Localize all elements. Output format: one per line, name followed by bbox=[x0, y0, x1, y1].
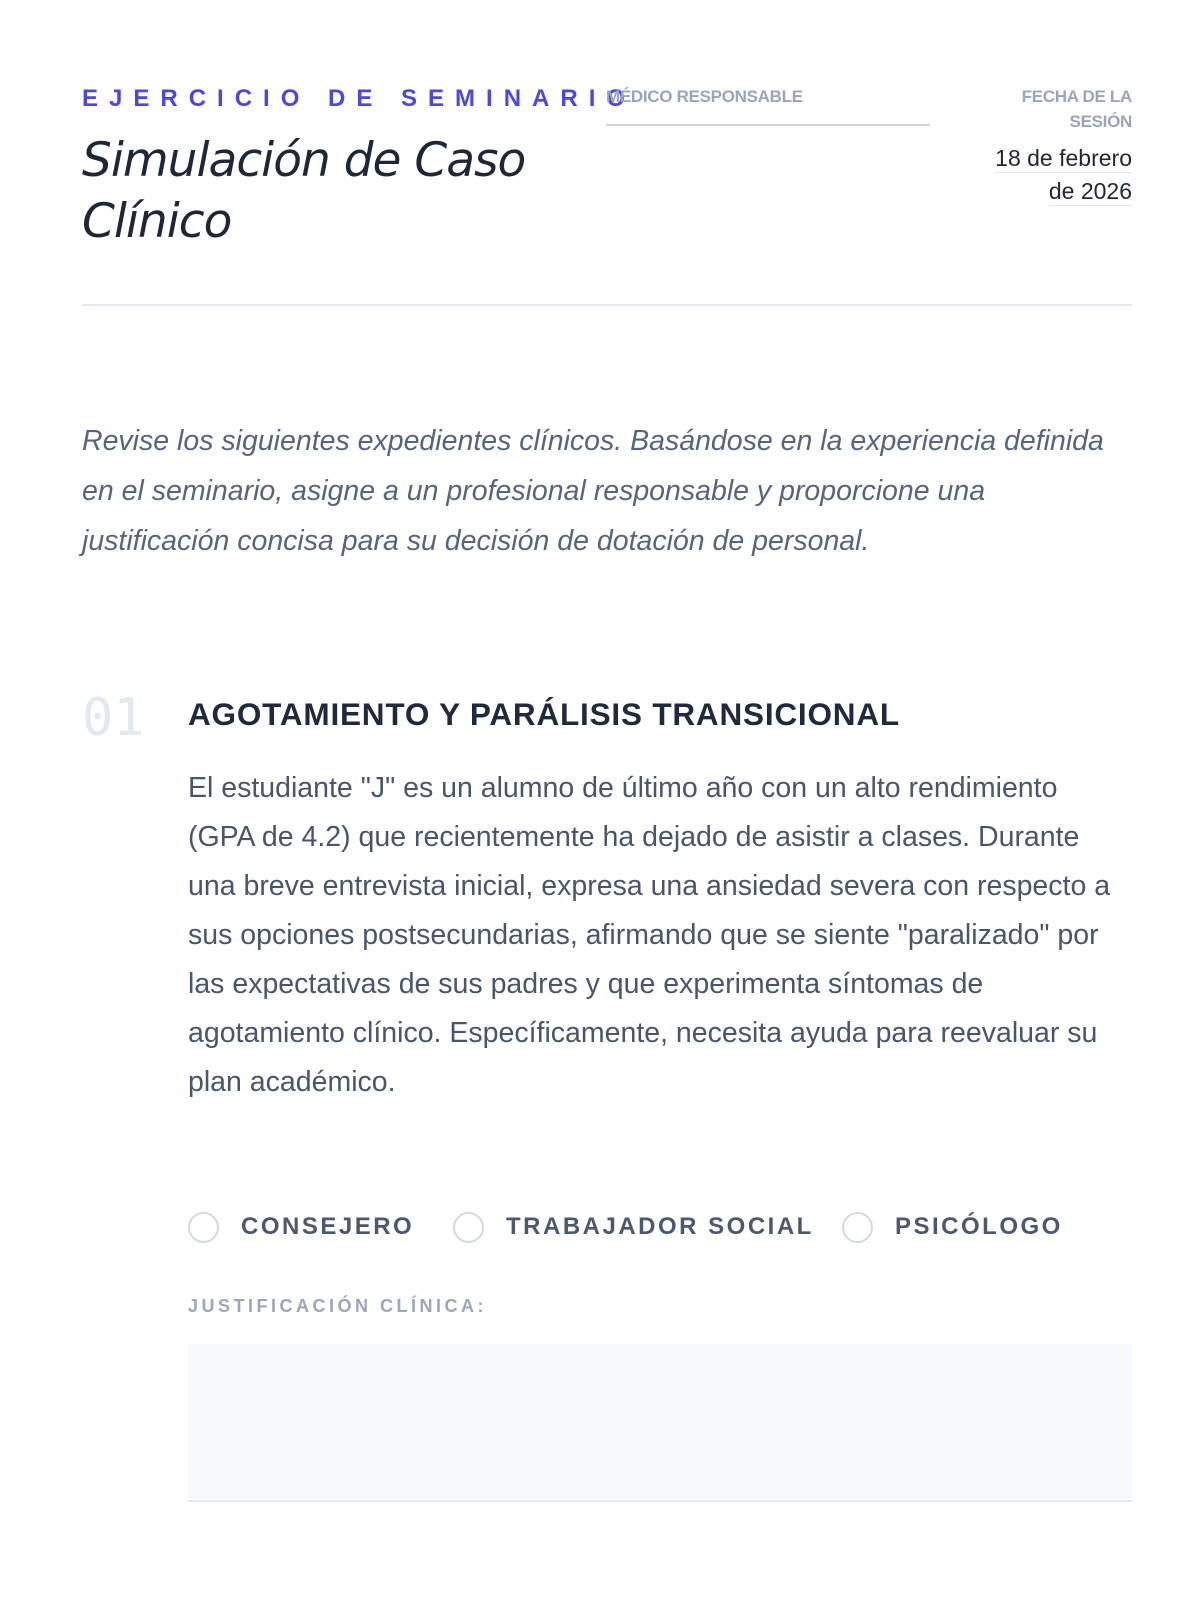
radio-button[interactable] bbox=[188, 1212, 219, 1243]
justification-textarea[interactable] bbox=[188, 1344, 1132, 1502]
radio-button[interactable] bbox=[453, 1212, 484, 1243]
page-title: Simulación de Caso Clínico bbox=[82, 133, 526, 249]
responsible-physician-field bbox=[606, 86, 930, 126]
case-number: 01 bbox=[82, 688, 145, 748]
radio-button[interactable] bbox=[842, 1212, 873, 1243]
option-label: TRABAJADOR SOCIAL bbox=[506, 1213, 814, 1240]
session-date bbox=[982, 84, 1132, 208]
option-label: PSICÓLOGO bbox=[895, 1213, 1063, 1240]
case-description: El estudiante "J" es un alumno de último año con un alto rendimiento (GPA de 4.2) que recientemente ha dejado de asistir a clases. Durante una breve entrevista inicial, expresa una ansiedad severa con respecto a sus opciones postsecundarias, afirmando que se siente "paralizado" por las expectativas de sus padres y que experimenta síntomas de agotamiento clínico. Específicamente, necesita ayuda para reevaluar su plan académico. bbox=[188, 772, 1111, 1098]
session-date-label: FECHA DE LA SESIÓN bbox=[1021, 87, 1132, 131]
responsible-physician-label: MÉDICO RESPONSABLE bbox=[606, 87, 803, 106]
option-label: CONSEJERO bbox=[241, 1213, 415, 1240]
instructions-text: Revise los siguientes expedientes clínicos. Basándose en la experiencia definida en el seminario, asigne a un profesional responsable y proporcione una justificación concisa para su decisión de dotación de personal. bbox=[82, 425, 1104, 557]
responsible-physician-input[interactable] bbox=[606, 112, 930, 126]
page-header bbox=[82, 82, 1132, 306]
option-consejero[interactable] bbox=[188, 1208, 414, 1246]
seminar-page bbox=[82, 0, 1132, 1600]
option-psicologo[interactable] bbox=[842, 1208, 1063, 1246]
session-date-value: 18 de febrero de 2026 bbox=[995, 145, 1132, 204]
seminar-eyebrow: EJERCICIO DE SEMINARIO bbox=[82, 85, 637, 112]
option-trabajador-social[interactable] bbox=[453, 1208, 814, 1246]
justification-label: JUSTIFICACIÓN CLÍNICA: bbox=[188, 1296, 487, 1316]
professional-options bbox=[188, 1208, 1128, 1246]
case-title: AGOTAMIENTO Y PARÁLISIS TRANSICIONAL bbox=[188, 696, 900, 732]
